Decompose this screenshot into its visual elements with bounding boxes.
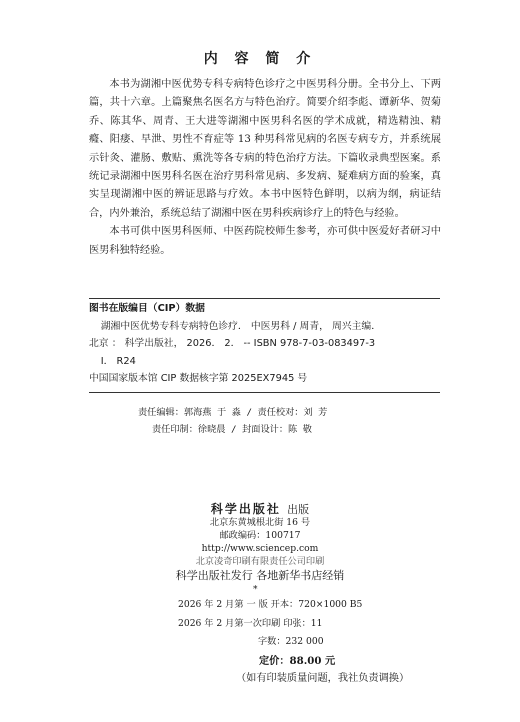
summary-paragraph-2: 本书可供中医男科医师、中医药院校师生参考，亦可供中医爱好者研习中医男科独特经验。 (89, 226, 441, 256)
printing-line: 2026 年 2 月第一次印刷 印张：11 (178, 617, 323, 629)
publisher-postcode: 邮政编码：100717 (219, 530, 301, 541)
word-count: 字数：232 000 (258, 636, 324, 648)
cip-entry-line-2: 北京 ： 科学出版社， 2026． 2． -- ISBN 978-7-03-083497-3 (89, 338, 376, 349)
publisher-name (0, 503, 520, 516)
price: 定价：88.00 元 (259, 654, 336, 667)
separator-star: * (253, 585, 258, 595)
cip-block (89, 300, 441, 388)
publisher-name-suffix: 出版 (287, 503, 310, 516)
summary-paragraph-1: 本书为湖湘中医优势专科专病特色诊疗之中医男科分册。全书分上、下两篇，共十六章。上篇聚焦名医名方与特色治疗。简要介绍李彪、谭新华、贺菊乔、陈其华、周青、王大进等湖湘中医男科名医的学术成就，精选精浊、精癃、阳痿、早泄、男性不育症等 13 种男科常见病的名医专病专方，并系统展示针灸、灌肠、敷贴、熏洗等各专病的特色治疗方法。下篇收录典型医案。系统记录湖湘中医男科名医在治疗男科常见病、多发病、疑难病方面的验案，真实呈现湖湘中医的辨证思路与疗效。本书中医特色鲜明，以病为纲，病证结合，内外兼治，系统总结了湖湘中医在男科疾病诊疗上的特色与经验。 (89, 79, 441, 219)
credits-line-2: 责任印制：徐晓晨 / 封面设计：陈 敬 (152, 424, 312, 435)
edition-line: 2026 年 2 月第 一 版 开本：720×1000 B5 (178, 599, 363, 610)
publisher-address: 北京东黄城根北街 16 号 (209, 517, 311, 528)
editorial-credits (138, 404, 327, 438)
publisher-block (0, 503, 520, 584)
cip-top-rule (89, 298, 440, 299)
printer: 北京凌奇印刷有限责任公司印刷 (195, 556, 325, 567)
distribution: 科学出版社发行 各地新华书店经销 (175, 569, 345, 582)
cip-bottom-rule (89, 392, 440, 393)
cip-entry-line-1: 湖湘中医优势专科专病特色诊疗． 中医男科 / 周青， 周兴主编． (100, 320, 382, 332)
page-title: 内 容 简 介 (203, 51, 317, 67)
quality-notice: （如有印装质量问题，我社负责调换） (236, 673, 410, 685)
publisher-url: http://www.sciencep.com (201, 543, 319, 554)
publisher-name-text: 科学出版社 (210, 502, 281, 516)
cip-heading: 图书在版编目（CIP）数据 (89, 303, 205, 314)
edition-specs (178, 596, 409, 689)
credits-line-1: 责任编辑：郭海燕 于 淼 / 责任校对：刘 芳 (138, 407, 328, 418)
cip-record-number: 中国国家版本馆 CIP 数据核字第 2025EX7945 号 (89, 373, 308, 384)
content-summary (89, 76, 441, 260)
cip-classification: Ⅰ． R24 (100, 355, 136, 367)
